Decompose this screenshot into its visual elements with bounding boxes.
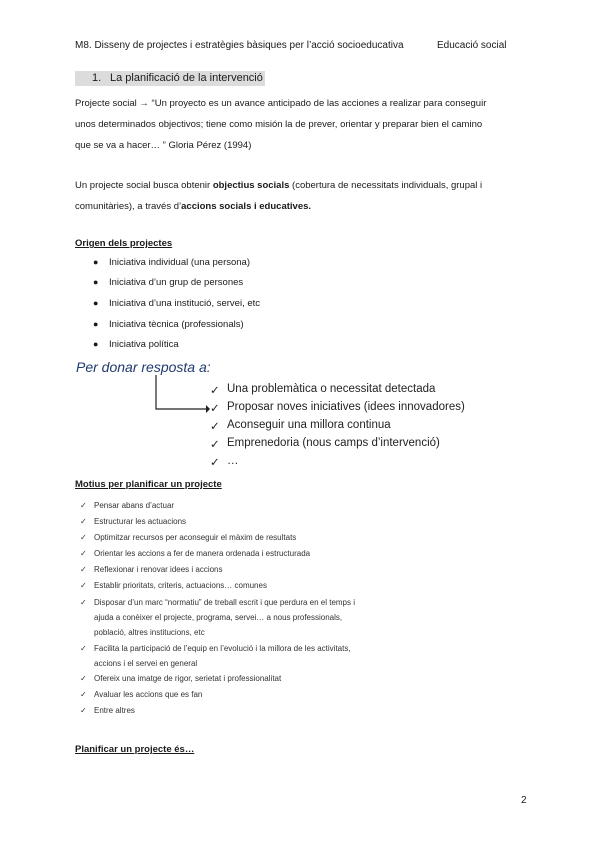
list-item-text: Estructurar les actuacions [94, 517, 187, 526]
planificar-heading: Planificar un projecte és… [75, 744, 195, 755]
check-icon: ✓ [210, 457, 220, 469]
list-item-text: Ofereix una imatge de rigor, serietat i professionalitat [94, 674, 282, 683]
list-item-text: Aconseguir una millora continua [227, 419, 391, 431]
check-icon: ✓ [80, 674, 87, 683]
intro-line-2 [75, 196, 311, 217]
check-icon: ✓ [80, 533, 87, 542]
list-item-text: Reflexionar i renovar idees i accions [94, 565, 223, 574]
bullet-icon: ● [93, 339, 99, 349]
check-icon: ✓ [80, 565, 87, 574]
definition-line-2: unos determinados objectivos; tiene como misión la de prever, orientar y preparar bien el camino [75, 119, 483, 130]
list-item-text: Una problemàtica o necessitat detectada [227, 383, 436, 395]
origen-heading: Origen dels projectes [75, 238, 173, 249]
list-item-text: ajuda a conèixer el projecte, programa, servei… a nous professionals, [94, 613, 343, 622]
bullet-icon: ● [93, 257, 99, 267]
check-icon: ✓ [210, 403, 220, 415]
intro-bold-accions: accions socials i educatives. [181, 201, 312, 212]
page-number: 2 [521, 795, 527, 806]
bullet-icon: ● [93, 298, 99, 308]
connector-arrow-icon [150, 373, 210, 413]
intro-bold-objectius: objectius socials [212, 180, 290, 191]
list-item-text: Iniciativa d’un grup de persones [109, 277, 244, 288]
list-item-text: Emprenedoria (nous camps d’intervenció) [227, 437, 440, 449]
check-icon: ✓ [210, 385, 220, 397]
list-item-text: accions i el servei en general [94, 659, 198, 668]
header-course: Educació social [437, 40, 507, 51]
header-document-title: M8. Disseny de projectes i estratègies bàsiques per l’acció socioeducativa [75, 40, 404, 51]
check-icon: ✓ [210, 439, 220, 451]
list-item-text: Pensar abans d’actuar [94, 501, 175, 510]
list-item-text: Avaluar les accions que es fan [94, 690, 203, 699]
section-number: 1. [92, 72, 102, 84]
list-item-text: Proposar noves iniciatives (idees innovadores) [227, 401, 465, 413]
check-icon: ✓ [80, 549, 87, 558]
list-item-text: Iniciativa individual (una persona) [109, 257, 250, 268]
bullet-icon: ● [93, 277, 99, 287]
check-icon: ✓ [80, 644, 87, 653]
list-item-text: Iniciativa d’una institució, servei, etc [109, 298, 261, 309]
list-item-text: Disposar d’un marc “normatiu” de treball escrit i que perdura en el temps i [94, 598, 356, 607]
list-item-text: Iniciativa política [109, 339, 179, 350]
list-item-text: Optimitzar recursos per aconseguir el màxim de resultats [94, 533, 297, 542]
list-item-text: … [227, 455, 239, 467]
intro-text: Un projecte social busca obtenir [75, 180, 213, 191]
list-item-text: Establir prioritats, criteris, actuacions… comunes [94, 581, 267, 590]
motius-heading: Motius per planificar un projecte [75, 479, 222, 490]
list-item-text: Entre altres [94, 706, 135, 715]
check-icon: ✓ [80, 598, 87, 607]
check-icon: ✓ [80, 706, 87, 715]
intro-line-1 [75, 175, 482, 196]
list-item-text: Facilita la participació de l’equip en l’evolució i la millora de les activitats, [94, 644, 351, 653]
section-title [75, 71, 265, 86]
list-item-text: Orientar les accions a fer de manera ordenada i estructurada [94, 549, 311, 558]
check-icon: ✓ [210, 421, 220, 433]
section-title-text: La planificació de la intervenció [110, 72, 263, 84]
check-icon: ✓ [80, 690, 87, 699]
intro-text: (cobertura de necessitats individuals, grupal i [289, 180, 483, 191]
list-item-text: població, altres institucions, etc [94, 628, 205, 637]
list-item-text: Iniciativa tècnica (professionals) [109, 319, 244, 330]
check-icon: ✓ [80, 581, 87, 590]
resposta-label: Per donar resposta a: [76, 359, 211, 375]
check-icon: ✓ [80, 501, 87, 510]
definition-line-1: Projecte social → “Un proyecto es un avance anticipado de las acciones a realizar para conseguir [75, 98, 487, 109]
definition-line-3: que se va a hacer… ” Gloria Pérez (1994) [75, 140, 252, 151]
check-icon: ✓ [80, 517, 87, 526]
intro-text: comunitàries), a través d’ [75, 201, 182, 212]
bullet-icon: ● [93, 319, 99, 329]
